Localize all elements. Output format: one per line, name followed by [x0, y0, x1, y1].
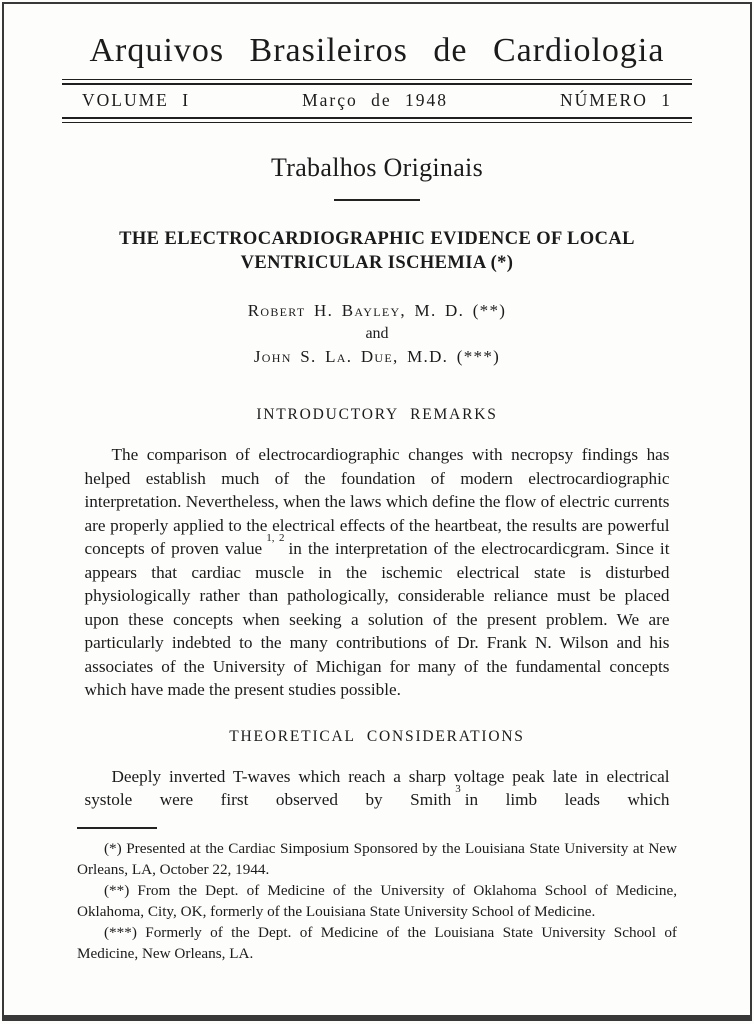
citation-superscript-3: 3	[455, 783, 461, 796]
paragraph-theoretical	[85, 765, 670, 812]
journal-masthead	[0, 0, 754, 123]
footnote-3: (***) Formerly of the Dept. of Medicine of the Louisiana State University School of Medicine, New Orleans, LA.	[77, 923, 677, 962]
article-body	[85, 227, 670, 812]
author-1: Robert H. Bayley, M. D. (**)	[247, 301, 507, 320]
author-connector: and	[365, 325, 389, 342]
paragraph-theoretical-text-1: Deeply inverted T-waves which reach a sharp voltage peak late in electrical systole were first observed by Smith	[84, 766, 670, 809]
journal-title: Arquivos Brasileiros de Cardiologia	[89, 32, 665, 69]
article-title-line2: VENTRICULAR ISCHEMIA (*)	[240, 253, 514, 273]
footnote-rule	[77, 827, 157, 829]
article-title-line1: THE ELECTROCARDIOGRAPHIC EVIDENCE OF LOCAL	[119, 229, 635, 249]
author-2: John S. La. Due, M.D. (***)	[253, 347, 501, 366]
paragraph-introductory-text-2: in the interpretation of the electrocardicgram. Since it appears that cardiac muscle in the ischemic electrical state is disturbed physiologically rather than pathologically, considerable reliance must be placed upon these concepts when seeking a solution of the present problem. We are particularly indebted to the many contributions of Dr. Frank N. Wilson and his associates of the University of Michigan for many of the fundamental concepts which have made the present studies possible.	[84, 539, 670, 699]
masthead-rules	[62, 79, 692, 123]
heading-introductory-remarks: INTRODUCTORY REMARKS	[256, 406, 498, 423]
article-title	[85, 227, 670, 275]
section-heading: Trabalhos Originais	[270, 153, 483, 182]
footnote-1: (*) Presented at the Cardiac Simposium Sponsored by the Louisiana State University at New Orleans, LA, October 22, 1944.	[77, 839, 677, 878]
paragraph-introductory	[85, 443, 670, 702]
footnote-2: (**) From the Dept. of Medicine of the University of Oklahoma School of Medicine, Oklahoma, City, OK, formerly of the Louisiana State University School of Medicine.	[77, 881, 677, 920]
author-block	[85, 299, 670, 368]
issue-date: Março de 1948	[302, 90, 449, 110]
volume-label: VOLUME I	[82, 90, 191, 110]
masthead-rule-bottom	[62, 117, 692, 123]
citation-superscript-1-2: 1, 2	[266, 532, 285, 545]
footnote-block	[77, 827, 677, 964]
section-head	[0, 153, 754, 201]
paragraph-theoretical-text-2: in limb leads which	[464, 790, 670, 809]
heading-theoretical-considerations: THEORETICAL CONSIDERATIONS	[229, 727, 525, 745]
section-rule	[334, 199, 420, 201]
masthead-row	[62, 85, 692, 117]
issue-number: NÚMERO 1	[560, 90, 672, 110]
paragraph-introductory-text-1: The comparison of electrocardiographic changes with necropsy findings has helped establish much of the foundation of modern electrocardiographic interpretation. Nevertheless, when the laws which define the flow of electric currents are properly applied to the electrical effects of the heartbeat, the results are powerful concepts of proven value	[84, 445, 670, 558]
